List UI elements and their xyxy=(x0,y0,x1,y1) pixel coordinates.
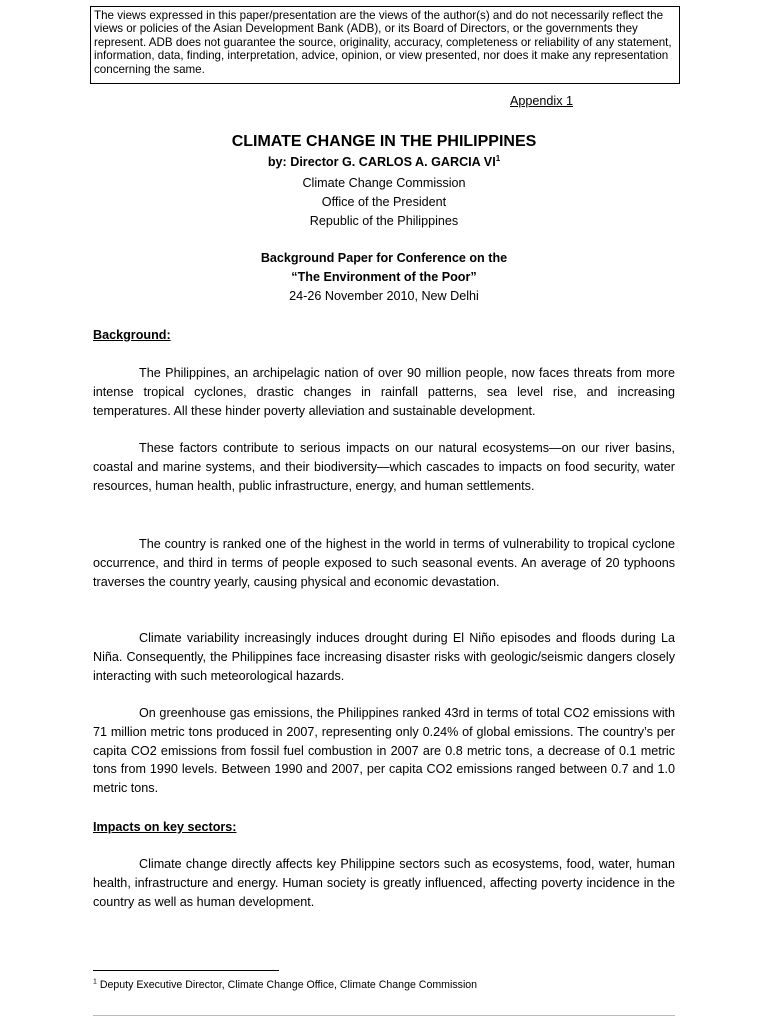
footnote-reference: 1 xyxy=(495,153,501,163)
footnote-text: Deputy Executive Director, Climate Change Office, Climate Change Commission xyxy=(99,979,478,991)
paragraph: The Philippines, an archipelagic nation of over 90 million people, now faces threats from more intense tropical cyclones, drastic changes in rainfall patterns, sea level rise, and increasing temperatures. All these hinder poverty alleviation and sustainable development. xyxy=(93,366,675,418)
conference-name: “The Environment of the Poor” xyxy=(291,270,477,284)
footnote-divider xyxy=(93,970,279,971)
background-paper-line: Background Paper for Conference on the xyxy=(260,251,508,265)
footnote-marker: 1 xyxy=(93,978,97,986)
byline-text: by: Director G. CARLOS A. GARCIA VI xyxy=(267,155,496,169)
section-heading-impacts: Impacts on key sectors: xyxy=(93,820,237,834)
affiliation-line: Climate Change Commission xyxy=(302,176,466,190)
paragraph: On greenhouse gas emissions, the Philippines ranked 43rd in terms of total CO2 emissions with 71 million metric tons produced in 2007, representing only 0.24% of global emissions. The country’s per capita CO2 emissions from fossil fuel combustion in 2007 are 0.8 metric tons, a decrease of 0.1 metric tons from 1990 levels. Between 1990 and 2007, per capita CO2 emissions ranged between 0.7 and 1.0 metric tons. xyxy=(93,706,675,796)
affiliation-line: Office of the President xyxy=(321,195,447,209)
appendix-label: Appendix 1 xyxy=(510,94,574,108)
paragraph: These factors contribute to serious impacts on our natural ecosystems—on our river basins, coastal and marine systems, and their biodiversity—which cascades to impacts on food security, water resources, human health, public infrastructure, energy, and human settlements. xyxy=(93,441,675,493)
conference-date: 24-26 November 2010, New Delhi xyxy=(289,289,479,303)
affiliation-line: Republic of the Philippines xyxy=(309,214,459,228)
byline xyxy=(93,155,675,169)
section-heading-background: Background: xyxy=(93,328,171,342)
footer-divider xyxy=(93,1015,675,1016)
document-title: CLIMATE CHANGE IN THE PHILIPPINES xyxy=(231,133,537,150)
footnote xyxy=(93,979,477,991)
disclaimer-box: The views expressed in this paper/presentation are the views of the author(s) and do not necessarily reflect the views or policies of the Asian Development Bank (ADB), or its Board of Directors, or the governments they represent. ADB does not guarantee the source, originality, accuracy, completeness or reliability of any statement, information, data, finding, interpretation, advice, opinion, or view presented, nor does it make any representation concerning the same. xyxy=(90,6,680,84)
paragraph: Climate variability increasingly induces drought during El Niño episodes and floods during La Niña. Consequently, the Philippines face increasing disaster risks with geologic/seismic dangers closely interacting with such meteorological hazards. xyxy=(93,631,675,683)
paragraph: The country is ranked one of the highest in the world in terms of vulnerability to tropical cyclone occurrence, and third in terms of people exposed to such seasonal events. An average of 20 typhoons traverses the country yearly, causing physical and economic devastation. xyxy=(93,537,675,589)
paragraph: Climate change directly affects key Philippine sectors such as ecosystems, food, water, human health, infrastructure and energy. Human society is greatly influenced, affecting poverty incidence in the country as well as human development. xyxy=(93,857,675,909)
